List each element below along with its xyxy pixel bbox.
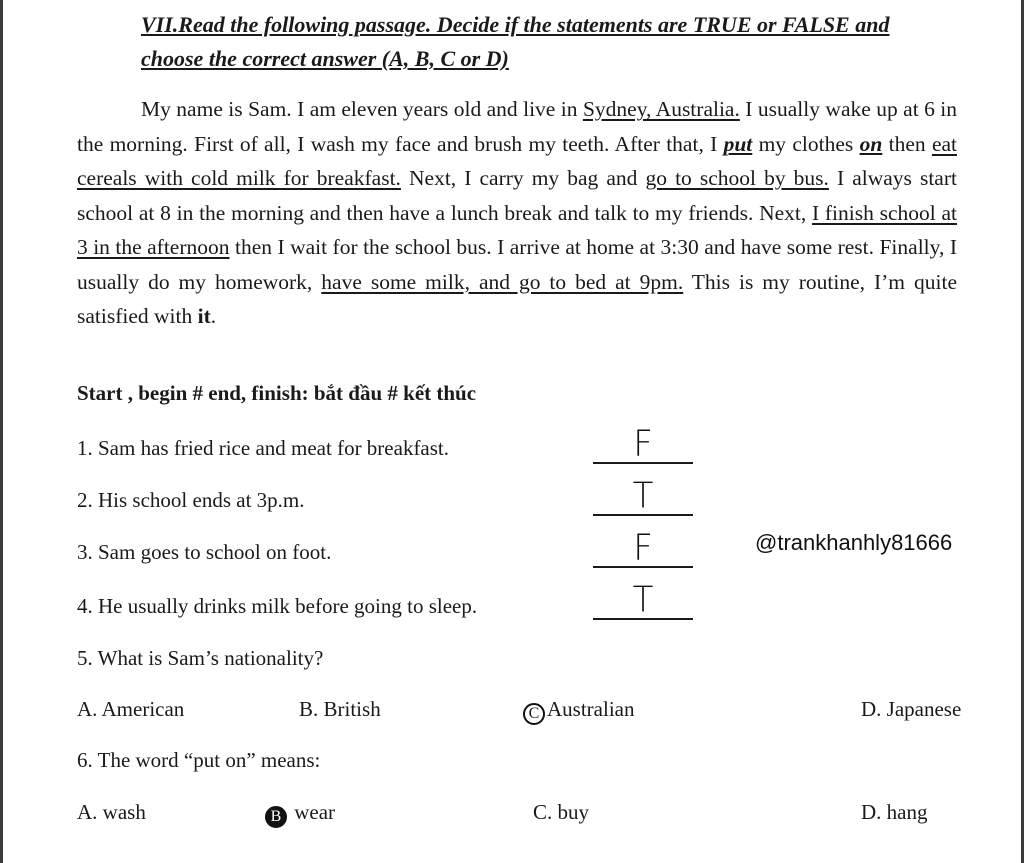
underlined-phrase: go to school by bus. — [645, 166, 829, 190]
q5-option-d[interactable] — [861, 697, 961, 722]
bold-word: it — [197, 304, 211, 328]
q5-option-a[interactable] — [77, 697, 184, 722]
passage-text: This is my routine, I’m quite satisfied with — [77, 269, 957, 328]
section-heading — [141, 8, 1021, 76]
q6-option-d[interactable] — [861, 800, 928, 825]
highlighted-word: on — [859, 131, 883, 156]
option-letter: A. — [77, 697, 98, 721]
statement-2: 2. His school ends at 3p.m. — [77, 488, 305, 512]
highlighted-word: put — [723, 131, 753, 156]
passage-text: I always start school at 8 in the morning and then have a lunch break and talk to my friends. Next, — [77, 166, 957, 225]
option-letter: B. — [299, 697, 319, 721]
option-text: Japanese — [886, 697, 962, 721]
q6-option-b[interactable] — [265, 800, 335, 828]
question-6: 6. The word “put on” means: — [77, 748, 321, 772]
option-text: buy — [557, 800, 590, 824]
option-letter: C. — [533, 800, 553, 824]
reading-passage — [77, 92, 957, 334]
passage-text: my clothes — [752, 131, 860, 156]
passage-text: then — [882, 131, 932, 156]
option-text: Australian — [547, 697, 635, 721]
answer-blank-2[interactable] — [593, 476, 693, 516]
question-5: 5. What is Sam’s nationality? — [77, 646, 324, 670]
selected-answer-circle: C — [523, 703, 545, 725]
passage-text: My name is Sam. I am eleven years old and live in — [141, 97, 583, 121]
option-text: British — [323, 697, 381, 721]
underlined-phrase: eat cereals with cold milk for breakfast. — [77, 131, 957, 190]
vocabulary-note: Start , begin # end, finish: bắt đầu # kết thúc — [77, 381, 477, 405]
answer-blank-4[interactable] — [593, 580, 693, 620]
q6-option-c[interactable] — [533, 800, 589, 825]
passage-text: Next, I carry my bag and — [400, 166, 646, 190]
heading-line-2: choose the correct answer (A, B, C or D) — [141, 46, 509, 71]
handwritten-answer: T — [632, 475, 654, 517]
q5-option-b[interactable] — [299, 697, 381, 722]
option-text: wash — [102, 800, 146, 824]
handwritten-answer: T — [632, 579, 654, 621]
watermark-handle: @trankhanhly81666 — [755, 530, 953, 555]
option-text: American — [101, 697, 185, 721]
option-text: hang — [886, 800, 928, 824]
option-text: wear — [294, 800, 336, 824]
passage-text: then I wait for the school bus. I arrive at home at 3:30 and have some rest. Finally, I usually do my homework, — [77, 235, 957, 294]
selected-answer-circle: B — [265, 806, 287, 828]
statement-3: 3. Sam goes to school on foot. — [77, 540, 332, 564]
handwritten-answer: F — [633, 423, 653, 465]
option-letter: A. — [77, 800, 98, 824]
heading-line-1: VII.Read the following passage. Decide if the statements are TRUE or FALSE and — [141, 12, 890, 37]
handwritten-answer: F — [633, 527, 653, 569]
underlined-phrase: I finish school at 3 in the afternoon — [77, 200, 957, 259]
answer-blank-1[interactable] — [593, 424, 693, 464]
passage-text: I usually wake up at 6 in the morning. First of all, I wash my face and brush my teeth. After that, I — [77, 97, 958, 156]
option-letter: D. — [861, 800, 882, 824]
answer-blank-3[interactable] — [593, 528, 693, 568]
q6-option-a[interactable] — [77, 800, 146, 825]
underlined-phrase: have some milk, and go to bed at 9pm. — [321, 269, 684, 294]
option-letter: D. — [861, 697, 882, 721]
underlined-phrase: Sydney, Australia. — [582, 97, 740, 121]
passage-text: . — [210, 304, 217, 328]
statement-4: 4. He usually drinks milk before going to sleep. — [77, 594, 478, 618]
statement-1: 1. Sam has fried rice and meat for breakfast. — [77, 436, 450, 460]
q5-option-c[interactable] — [523, 697, 634, 725]
